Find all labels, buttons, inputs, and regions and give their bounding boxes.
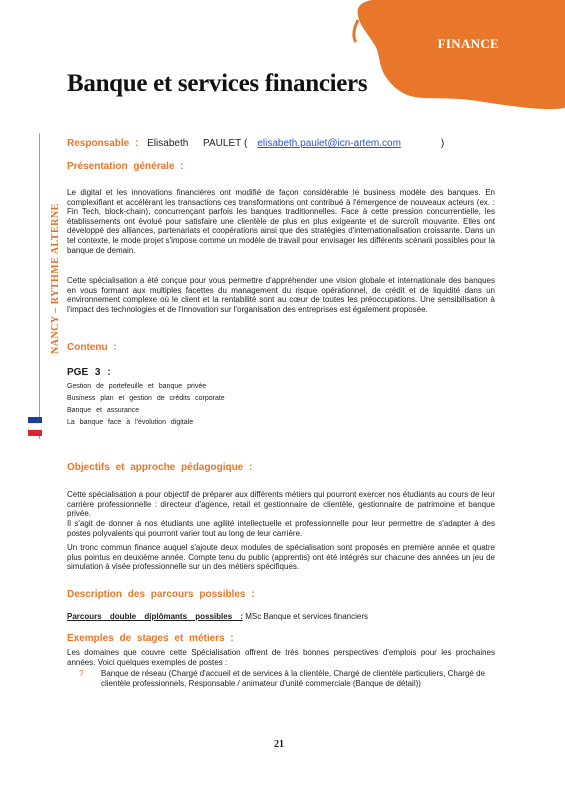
presentation-paragraph-1: Le digital et les innovations financières ont modifié de façon considérable le business modèle des banques. En complexifiant et accélérant les transactions ces transformations ont contribué à l'émergence de nouveaux acteurs (ex. : Fin Tech, block-chain), concurrençant parfois les banques traditionnelles. Face à cette pression concurrentielle, les établissements ont évolué pour satisfaire une clientèle de plus en plus exigeante et de surcroît mouvante. Elles ont développé des alliances, partenariats et coopérations ainsi que des stratégies d'internationalisation croissante. Dans un tel contexte, le mode projet s'impose comme un modèle de travail pour envisager les différents scénarii possibles pour la banque de demain.	[67, 188, 495, 255]
presentation-heading: Présentation générale :	[67, 161, 184, 172]
objectifs-heading: Objectifs et approche pédagogique :	[67, 462, 253, 473]
presentation-paragraph-2: Cette spécialisation a été conçue pour vous permettre d'appréhender une vision globale et internationale des banques en vous formant aux multiples facettes du management du risque opérationnel, de crédit et de liquidité dans un environnement complexe où le client et la rentabilité sont au cœur de toutes les préoccupations. Une sensibilisation à l'impact des technologies et de l'innovation sur l'organisation des entreprises est également proposée.	[67, 276, 495, 314]
list-item: Gestion de portefeuille et banque privée	[67, 383, 207, 390]
responsable-line	[67, 138, 444, 149]
header-brush-shape	[350, 0, 565, 115]
sidebar	[20, 133, 61, 439]
category-label: FINANCE	[437, 36, 499, 51]
parcours-value: MSc Banque et services financiers	[245, 612, 368, 621]
sidebar-divider	[39, 133, 40, 439]
french-flag-icon	[28, 417, 42, 436]
paren-open: (	[244, 138, 248, 149]
stages-intro: Les domaines que couvre cette Spécialisation offrent de très bonnes perspectives d'emplois pour les prochaines années. Voici quelques exemples de postes :	[67, 648, 495, 667]
parcours-label: Parcours double diplômants possibles :	[67, 612, 244, 621]
parcours-line	[67, 612, 368, 621]
responsable-label: Responsable :	[67, 138, 139, 149]
paren-close: )	[440, 138, 445, 149]
page-title: Banque et services financiers	[67, 70, 368, 97]
objectifs-paragraph-3: Un tronc commun finance auquel s'ajoute deux modules de spécialisation sont proposés en première année et quatre plus pointus en deuxième année. Compte tenu du public (apprentis) ont été intégrés sur chacune des années un jeu de simulation à visée professionnelle sur un des métiers spécifiques.	[67, 543, 495, 572]
bullet-text: Banque de réseau (Chargé d'accueil et de services à la clientèle, Chargé de clientèle particuliers, Chargé de clientèle professionnels, Responsable / animateur d'unité commerciale (Banque de détail))	[101, 669, 485, 688]
bullet-marker: ?	[79, 669, 84, 678]
list-item: Banque et assurance	[67, 407, 140, 414]
contenu-list	[67, 381, 225, 429]
pge-label: PGE 3 :	[67, 367, 111, 378]
parcours-heading: Description des parcours possibles :	[67, 589, 255, 600]
list-item: La banque face à l'évolution digitale	[67, 419, 194, 426]
objectifs-paragraph-1: Cette spécialisation a pour objectif de préparer aux différents métiers qui pourront exercer nos étudiants au cours de leur carrière professionnelle : directeur d'agence, retail et gestionnaire de clientèle, gestionnaire de patrimoine et banque privée.	[67, 490, 495, 519]
responsable-email-link[interactable]: elisabeth.paulet@icn-artem.com	[257, 138, 401, 149]
responsable-name: Elisabeth PAULET	[147, 138, 242, 149]
contenu-heading: Contenu :	[67, 342, 117, 353]
stages-heading: Exemples de stages et métiers :	[67, 633, 234, 644]
stages-bullet-item	[79, 669, 491, 689]
objectifs-paragraph-2: Il s'agit de donner à nos étudiants une agilité intellectuelle et professionnelle pour leur permettre de s'adapter à des postes polyvalents qui pourront varier tout au long de leur carrière.	[67, 519, 495, 538]
page-number: 21	[274, 739, 284, 750]
list-item: Business plan et gestion de crédits corporate	[67, 395, 225, 402]
sidebar-location-label: NANCY – RYTHME ALTERNE	[50, 203, 61, 354]
flag-stripe-red	[28, 430, 42, 436]
